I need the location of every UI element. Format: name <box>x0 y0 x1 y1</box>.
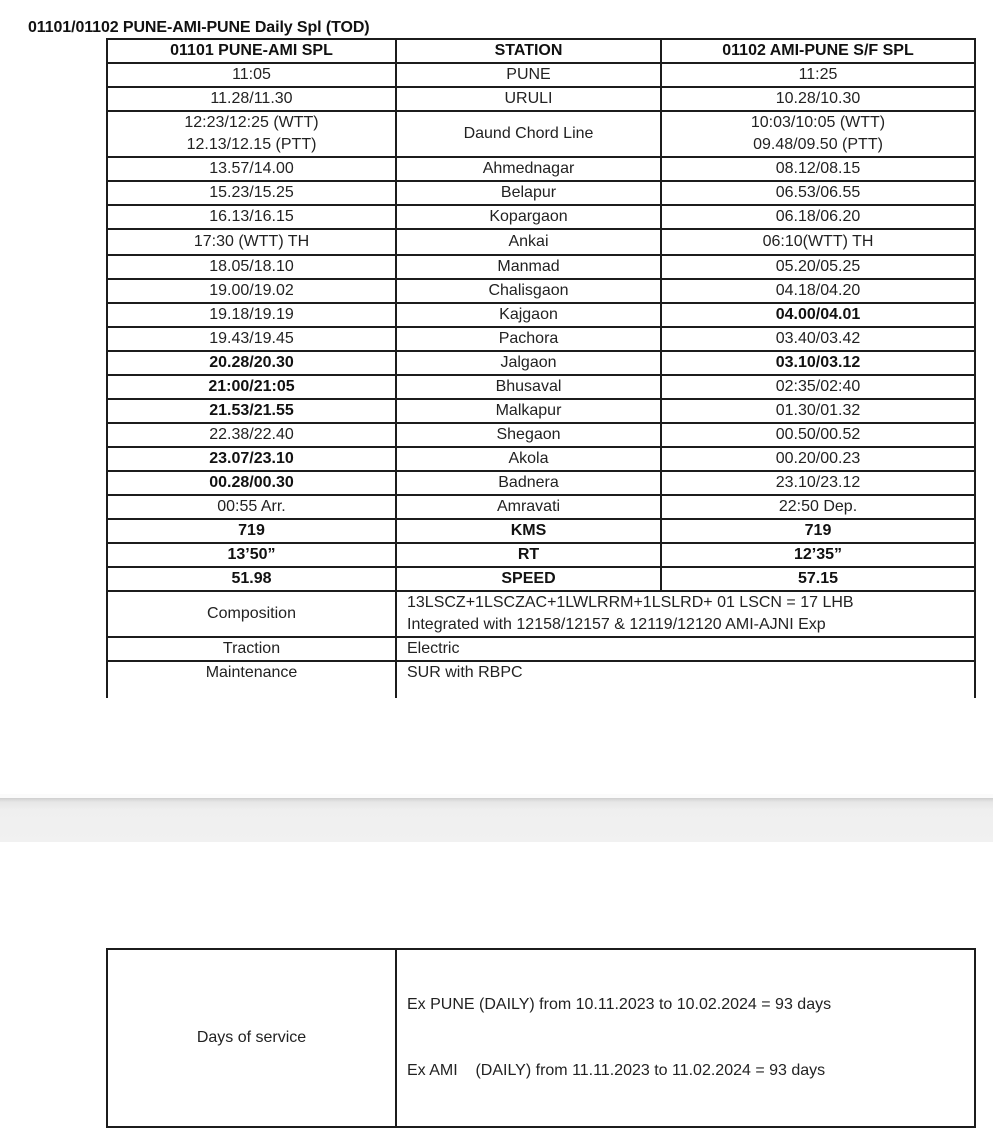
down-time: 03.10/03.12 <box>661 351 975 375</box>
station-name: Bhusaval <box>396 375 661 399</box>
station-name: Ankai <box>396 229 661 255</box>
timetable <box>106 38 976 698</box>
header-station: STATION <box>396 39 661 63</box>
station-name: URULI <box>396 87 661 111</box>
station-name: Belapur <box>396 181 661 205</box>
station-name: Badnera <box>396 471 661 495</box>
table-row <box>107 471 975 495</box>
table-row <box>107 255 975 279</box>
table-row <box>107 327 975 351</box>
down-time: 23.10/23.12 <box>661 471 975 495</box>
up-time: 00.28/00.30 <box>107 471 396 495</box>
header-up-train: 01101 PUNE-AMI SPL <box>107 39 396 63</box>
ex-ami-service-line: Ex AMI (DAILY) from 11.11.2023 to 11.02.2024 = 93 days <box>407 1062 826 1079</box>
traction-row <box>107 637 975 661</box>
down-time: 00.50/00.52 <box>661 423 975 447</box>
kms-label: KMS <box>396 519 661 543</box>
table-row <box>107 399 975 423</box>
down-time: 04.00/04.01 <box>661 303 975 327</box>
down-time: 08.12/08.15 <box>661 157 975 181</box>
rt-label: RT <box>396 543 661 567</box>
station-name: Manmad <box>396 255 661 279</box>
up-time: 16.13/16.15 <box>107 205 396 229</box>
station-name: Malkapur <box>396 399 661 423</box>
up-time: 19.43/19.45 <box>107 327 396 351</box>
maintenance-label: Maintenance <box>107 661 396 698</box>
table-row <box>107 63 975 87</box>
down-time: 10.28/10.30 <box>661 87 975 111</box>
up-time: 19.18/19.19 <box>107 303 396 327</box>
up-time: 19.00/19.02 <box>107 279 396 303</box>
days-of-service-label: Days of service <box>107 949 396 1127</box>
days-of-service-row <box>107 949 975 1127</box>
up-kms: 719 <box>107 519 396 543</box>
down-time: 03.40/03.42 <box>661 327 975 351</box>
down-time: 06.18/06.20 <box>661 205 975 229</box>
table-row <box>107 351 975 375</box>
ex-pune-service-line: Ex PUNE (DAILY) from 10.11.2023 to 10.02.2024 = 93 days <box>407 996 832 1013</box>
up-time: 00:55 Arr. <box>107 495 396 519</box>
up-running-time: 13’50” <box>107 543 396 567</box>
page-break-separator <box>0 798 993 842</box>
down-time: 04.18/04.20 <box>661 279 975 303</box>
station-name: Kopargaon <box>396 205 661 229</box>
table-row <box>107 303 975 327</box>
table-row <box>107 87 975 111</box>
up-time <box>107 111 396 157</box>
up-time: 17:30 (WTT) TH <box>107 229 396 255</box>
summary-row-speed <box>107 567 975 591</box>
up-time: 13.57/14.00 <box>107 157 396 181</box>
traction-label: Traction <box>107 637 396 661</box>
maintenance-row <box>107 661 975 698</box>
station-name: Kajgaon <box>396 303 661 327</box>
up-speed: 51.98 <box>107 567 396 591</box>
down-time: 00.20/00.23 <box>661 447 975 471</box>
table-row <box>107 375 975 399</box>
composition-label: Composition <box>107 591 396 637</box>
speed-label: SPEED <box>396 567 661 591</box>
down-time-ptt: 09.48/09.50 (PTT) <box>753 136 883 153</box>
down-time <box>661 111 975 157</box>
down-time: 05.20/05.25 <box>661 255 975 279</box>
down-kms: 719 <box>661 519 975 543</box>
station-name: Amravati <box>396 495 661 519</box>
up-time-ptt: 12.13/12.15 (PTT) <box>186 136 317 153</box>
up-time: 21:00/21:05 <box>107 375 396 399</box>
days-of-service-value <box>396 949 975 1127</box>
down-running-time: 12’35” <box>661 543 975 567</box>
table-row <box>107 205 975 229</box>
up-time: 21.53/21.55 <box>107 399 396 423</box>
composition-line: 13LSCZ+1LSCZAC+1LWLRRM+1LSLRD+ 01 LSCN = 17 LHB <box>407 594 854 611</box>
header-down-train: 01102 AMI-PUNE S/F SPL <box>661 39 975 63</box>
up-time-wtt: 12:23/12:25 (WTT) <box>184 114 319 131</box>
down-time: 02:35/02:40 <box>661 375 975 399</box>
table-row <box>107 181 975 205</box>
traction-value: Electric <box>396 637 975 661</box>
down-speed: 57.15 <box>661 567 975 591</box>
station-name: Ahmednagar <box>396 157 661 181</box>
station-name: Pachora <box>396 327 661 351</box>
table-row <box>107 495 975 519</box>
table-row <box>107 423 975 447</box>
summary-row-kms <box>107 519 975 543</box>
station-name: PUNE <box>396 63 661 87</box>
station-name: Chalisgaon <box>396 279 661 303</box>
up-time: 23.07/23.10 <box>107 447 396 471</box>
maintenance-value: SUR with RBPC <box>396 661 975 698</box>
up-time: 20.28/20.30 <box>107 351 396 375</box>
station-name: Daund Chord Line <box>396 111 661 157</box>
table-row <box>107 157 975 181</box>
down-time: 06.53/06.55 <box>661 181 975 205</box>
down-time: 06:10(WTT) TH <box>661 229 975 255</box>
composition-value <box>396 591 975 637</box>
table-row <box>107 447 975 471</box>
header-row <box>107 39 975 63</box>
table-row <box>107 229 975 255</box>
up-time: 11.28/11.30 <box>107 87 396 111</box>
up-time: 18.05/18.10 <box>107 255 396 279</box>
down-time-wtt: 10:03/10:05 (WTT) <box>750 114 886 131</box>
table-row <box>107 279 975 303</box>
down-time: 01.30/01.32 <box>661 399 975 423</box>
station-name: Akola <box>396 447 661 471</box>
up-time: 22.38/22.40 <box>107 423 396 447</box>
table-row <box>107 111 975 157</box>
document-title: 01101/01102 PUNE-AMI-PUNE Daily Spl (TOD) <box>28 19 370 36</box>
station-name: Shegaon <box>396 423 661 447</box>
integration-line: Integrated with 12158/12157 & 12119/12120 AMI-AJNI Exp <box>407 616 826 633</box>
summary-row-rt <box>107 543 975 567</box>
up-time: 15.23/15.25 <box>107 181 396 205</box>
days-of-service-table <box>106 948 976 1128</box>
composition-row <box>107 591 975 637</box>
down-time: 22:50 Dep. <box>661 495 975 519</box>
station-name: Jalgaon <box>396 351 661 375</box>
up-time: 11:05 <box>107 63 396 87</box>
down-time: 11:25 <box>661 63 975 87</box>
